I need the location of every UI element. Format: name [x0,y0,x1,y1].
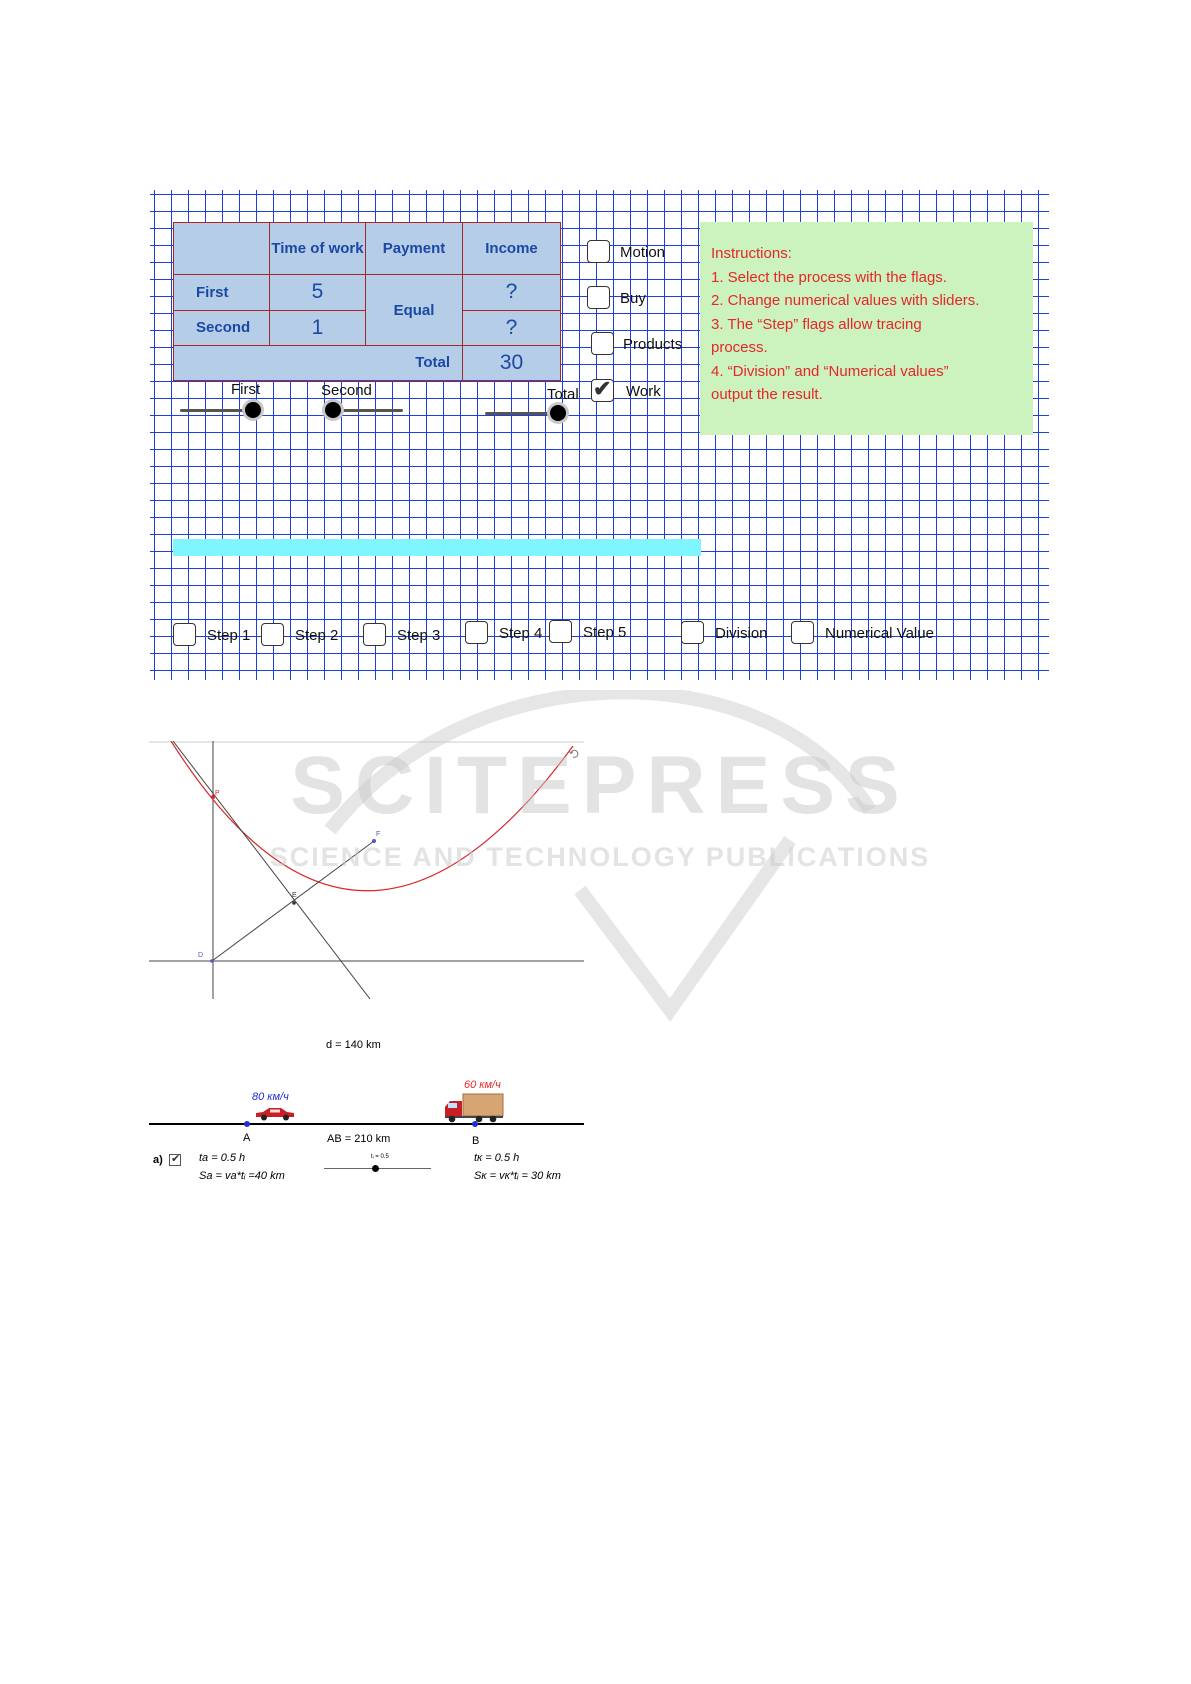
check-mark-icon: ✔ [593,376,612,401]
road-line [149,1123,584,1125]
slider-label-total: Total [547,386,579,403]
checkbox-label-step-2: Step 2 [295,627,339,644]
tangent-line [173,741,370,999]
total-label-cell: Total [174,345,463,380]
time-slider-knob[interactable] [372,1165,379,1172]
checkbox-step-1[interactable] [173,623,196,646]
point-a-label: A [243,1132,251,1144]
checkbox-buy[interactable] [587,286,610,309]
total-value-cell: 30 [463,345,561,380]
slider-track-total[interactable] [485,412,558,415]
watermark-title: SCITEPRESS [290,740,910,831]
slider-knob-total[interactable] [550,405,566,421]
segment-df [212,841,374,961]
point-e[interactable] [292,901,296,905]
checkbox-label-division: Division [715,625,768,642]
check-mark-icon: ✔ [171,1153,181,1165]
checkbox-work[interactable] [591,376,614,402]
geometry-canvas [149,741,584,999]
checkbox-label-step-1: Step 1 [207,627,251,644]
refresh-icon[interactable] [570,750,578,757]
point-label-p: P [215,790,220,797]
checkbox-label-step-3: Step 3 [397,627,441,644]
truck-distance-label: Sк = vк*tᵢ = 30 km [474,1170,561,1182]
slider-knob-first[interactable] [245,402,261,418]
checkbox-label-step-5: Step 5 [583,624,627,641]
truck-speed-label: 60 км/ч [464,1079,501,1091]
time-slider-label: tᵢ = 0.5 [371,1154,389,1160]
car-time-label: ta = 0.5 h [199,1152,246,1164]
point-f[interactable] [372,839,376,843]
checkbox-label-motion: Motion [620,244,666,261]
point-label-f: F [376,831,381,838]
ab-distance-label: AB = 210 km [327,1133,391,1145]
point-a-marker[interactable] [244,1121,250,1127]
instructions-line-3a: 3. The “Step” flags allow tracing [711,315,922,333]
table-header-empty [174,223,270,275]
point-d[interactable] [210,959,214,963]
slider-track-first[interactable] [180,409,255,412]
checkbox-step-2[interactable] [261,623,284,646]
instructions-line-2: 2. Change numerical values with sliders. [711,292,980,309]
checkbox-label-numerical-value: Numerical Value [825,625,934,642]
result-band [173,539,701,556]
checkbox-label-products: Products [623,336,683,353]
car-icon [254,1105,296,1121]
geometry-view [149,741,584,999]
checkbox-products[interactable] [591,332,614,355]
row-label-second: Second [174,310,270,345]
first-income-cell: ? [463,275,561,310]
checkbox-step-4[interactable] [465,621,488,644]
watermark-subtitle: SCIENCE AND TECHNOLOGY PUBLICATIONS [269,842,931,872]
instructions-line-4a: 4. “Division” and “Numerical values” [711,362,949,380]
slider-label-first: First [231,381,261,398]
car-distance-label: Sa = va*tᵢ =40 km [199,1170,285,1182]
slider-knob-second[interactable] [325,402,341,418]
checkbox-step-5[interactable] [549,620,572,643]
checkbox-motion[interactable] [587,240,610,263]
work-table [173,222,561,381]
checkbox-label-work: Work [626,383,661,400]
first-time-cell: 5 [270,275,366,310]
distance-label: d = 140 km [326,1039,381,1051]
instructions-panel [700,222,1033,435]
point-label-e: E [292,892,297,899]
instructions-line-1: 1. Select the process with the flags. [711,268,947,286]
table-header-payment: Payment [366,223,463,275]
slider-label-second: Second [321,382,372,399]
car-speed-label: 80 км/ч [252,1091,289,1103]
checkbox-step-3[interactable] [363,623,386,646]
geogebra-applet [150,190,1049,680]
point-b-marker[interactable] [472,1121,478,1127]
watermark-check [580,840,790,1010]
motion-view [149,1039,584,1207]
payment-equal-cell: Equal [366,275,463,345]
option-a-checkbox[interactable] [169,1154,181,1166]
checkbox-division[interactable] [681,621,704,644]
instructions-line-4b: output the result. [711,386,823,403]
second-income-cell: ? [463,310,561,345]
table-header-income: Income [463,223,561,275]
instructions-line-3b: process. [711,339,768,356]
point-b-label: B [472,1135,480,1147]
parabola-curve [171,741,573,891]
option-a-label: a) [153,1154,163,1166]
row-label-first: First [174,275,270,310]
table-header-time: Time of work [270,223,366,275]
checkbox-label-step-4: Step 4 [499,625,543,642]
truck-time-label: tк = 0.5 h [474,1152,520,1164]
point-label-d: D [198,952,204,959]
checkbox-label-buy: Buy [620,290,646,307]
checkbox-numerical-value[interactable] [791,621,814,644]
instructions-title: Instructions: [711,245,792,262]
truck-icon [443,1093,505,1123]
second-time-cell: 1 [270,310,366,345]
